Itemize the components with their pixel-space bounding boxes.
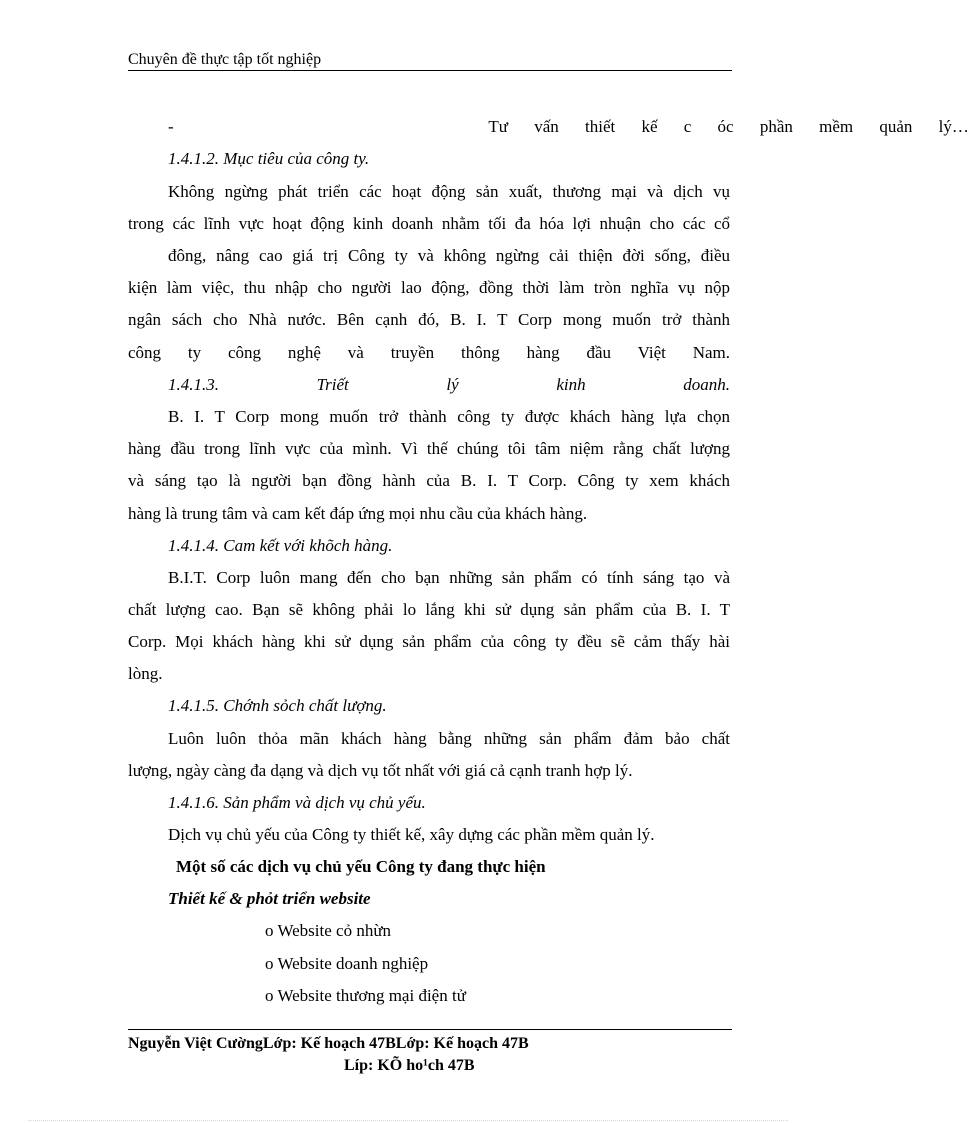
- paragraph-line: hàng là trung tâm và cam kết đáp ứng mọi nhu cầu của khách hàng.: [128, 504, 588, 523]
- paragraph-line: chất lượng cao. Bạn sẽ không phải lo lắng khi sử dụng sản phẩm của B. I. T: [128, 600, 730, 619]
- section-heading-1-4-1-4: 1.4.1.4. Cam kết với khõch hàng.: [168, 536, 393, 555]
- services-heading: Một số các dịch vụ chủ yếu Công ty đang thực hiện: [176, 857, 546, 876]
- list-item: o Website cỏ nhừn: [265, 921, 392, 940]
- paragraph-line: B. I. T Corp mong muốn trở thành công ty được khách hàng lựa chọn: [168, 407, 730, 426]
- paragraph-line: Dịch vụ chủ yếu của Công ty thiết kế, xây dựng các phần mềm quản lý.: [168, 825, 655, 844]
- footer-divider: [128, 1029, 732, 1030]
- website-design-heading: Thiết kế & phỏt triển website: [168, 889, 371, 908]
- paragraph-line: đông, nâng cao giá trị Công ty và không ngừng cải thiện đời sống, điều: [168, 246, 730, 265]
- paragraph-line: hàng đầu trong lĩnh vực của mình. Vì thế chúng tôi tâm niệm rằng chất lượng: [128, 439, 730, 458]
- paragraph-line: trong các lĩnh vực hoạt động kinh doanh nhằm tối đa hóa lợi nhuận cho các cổ: [128, 214, 730, 233]
- paragraph-line: và sáng tạo là người bạn đồng hành của B. I. T Corp. Công ty xem khách: [128, 471, 730, 490]
- page-header: Chuyên đề thực tập tốt nghiệp: [128, 50, 732, 71]
- paragraph-line: lòng.: [128, 664, 163, 683]
- paragraph-line: ngân sách cho Nhà nước. Bên cạnh đó, B. I. T Corp mong muốn trở thành: [128, 310, 730, 329]
- paragraph-line: Không ngừng phát triển các hoạt động sản xuất, thương mại và dịch vụ: [168, 182, 730, 201]
- paragraph-line: B.I.T. Corp luôn mang đến cho bạn những sản phẩm có tính sáng tạo và: [168, 568, 730, 587]
- paragraph-line: Corp. Mọi khách hàng khi sử dụng sản phẩm của công ty đều sẽ cảm thấy hài: [128, 632, 730, 651]
- list-item: o Website thương mại điện tử: [265, 986, 466, 1005]
- page-bottom-edge: [28, 1120, 788, 1121]
- section-heading-1-4-1-2: 1.4.1.2. Mục tiêu của công ty.: [168, 149, 370, 168]
- footer-author: Nguyễn Việt CườngLớp: Kế hoạch 47BLớp: Kế hoạch 47B: [128, 1035, 529, 1052]
- section-heading-1-4-1-5: 1.4.1.5. Chớnh sỏch chất lượng.: [168, 696, 387, 715]
- paragraph-line: lượng, ngày càng đa dạng và dịch vụ tốt nhất với giá cả cạnh tranh hợp lý.: [128, 761, 633, 780]
- dash-item: [168, 116, 969, 138]
- paragraph-line: kiện làm việc, thu nhập cho người lao động, đồng thời làm tròn nghĩa vụ nộp: [128, 278, 730, 297]
- list-item: o Website doanh nghiệp: [265, 954, 429, 973]
- paragraph-line: Luôn luôn thỏa mãn khách hàng bằng những sản phẩm đảm bảo chất: [168, 729, 730, 748]
- paragraph-line: công ty công nghệ và truyền thông hàng đầu Việt Nam.: [128, 343, 730, 362]
- footer-class: Líp: KÕ ho¹ch 47B: [344, 1057, 475, 1074]
- dash-item-text: - Tư vấn thiết kế c óc phần mềm quản lý…: [168, 117, 969, 136]
- section-heading-1-4-1-3: 1.4.1.3. Triết lý kinh doanh.: [168, 375, 730, 394]
- section-heading-1-4-1-6: 1.4.1.6. Sản phẩm và dịch vụ chủ yếu.: [168, 793, 426, 812]
